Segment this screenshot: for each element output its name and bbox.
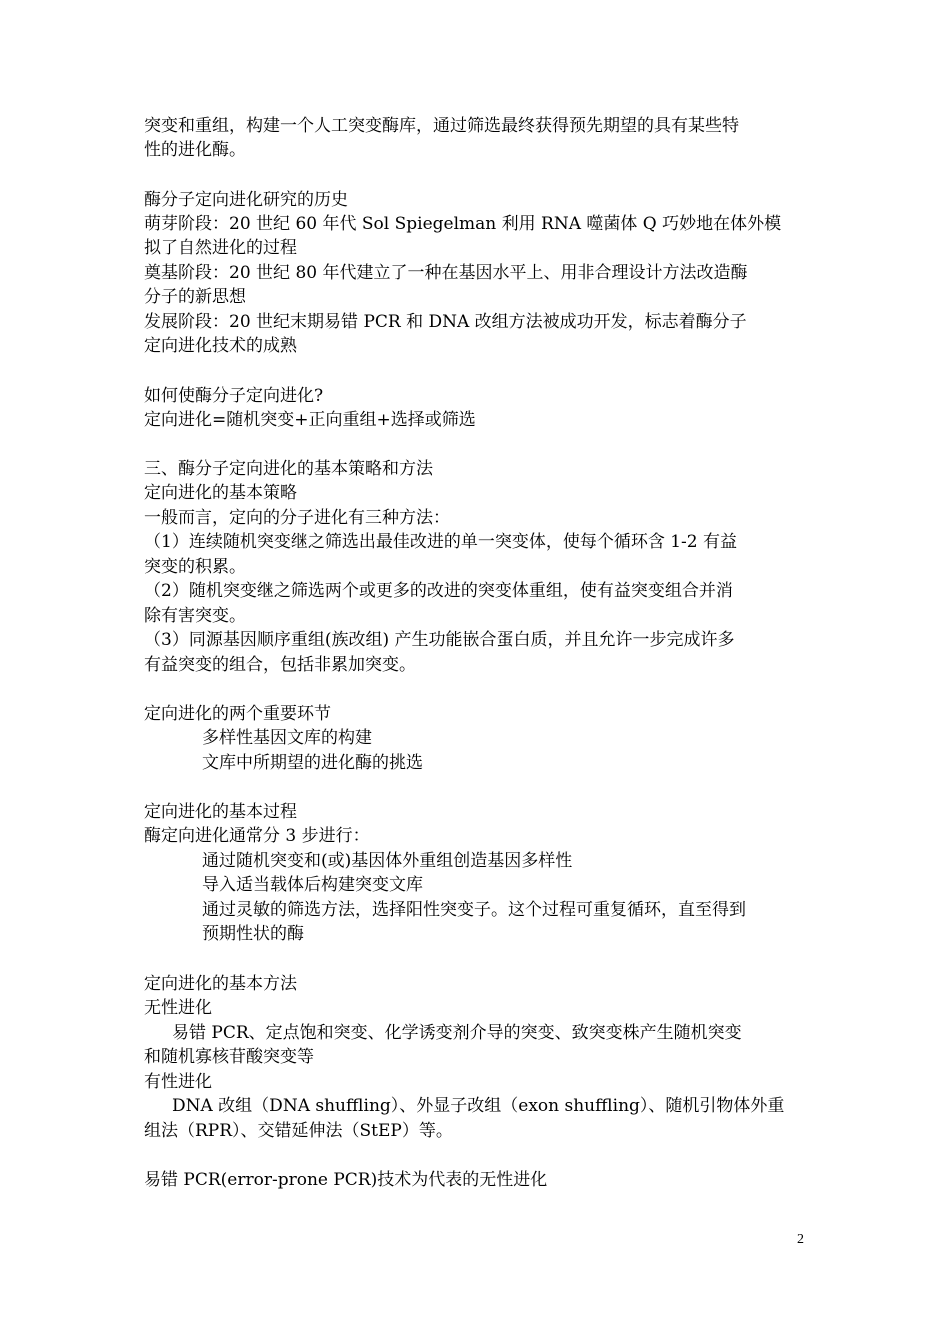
- section-heading: 如何使酶分子定向进化?: [144, 386, 324, 406]
- text-line: 定向进化=随机突变+正向重组+选择或筛选: [144, 410, 476, 430]
- text-line: 突变和重组，构建一个人工突变酶库，通过筛选最终获得预先期望的具有某些特: [144, 116, 739, 136]
- text-line: （2）随机突变继之筛选两个或更多的改进的突变体重组，使有益突变组合并消: [144, 581, 733, 601]
- text-line: DNA 改组（DNA shuffling）、外显子改组（exon shuffling）、随机引物体外重: [172, 1096, 785, 1116]
- section-heading: 三、酶分子定向进化的基本策略和方法: [144, 459, 433, 479]
- text-line: 分子的新思想: [144, 287, 246, 307]
- text-line: 突变的积累。: [144, 557, 246, 577]
- text-line: 文库中所期望的进化酶的挑选: [202, 753, 423, 773]
- text-line: 通过灵敏的筛选方法，选择阳性突变子。这个过程可重复循环，直至得到: [202, 900, 746, 920]
- section-heading: 易错 PCR(error-prone PCR)技术为代表的无性进化: [144, 1170, 548, 1190]
- text-line: 有益突变的组合，包括非累加突变。: [144, 655, 416, 675]
- text-line: 定向进化的基本策略: [144, 483, 297, 503]
- section-heading: 酶分子定向进化研究的历史: [144, 190, 348, 210]
- section-heading: 定向进化的基本方法: [144, 974, 297, 994]
- text-line: 发展阶段：20 世纪末期易错 PCR 和 DNA 改组方法被成功开发，标志着酶分子: [144, 312, 747, 332]
- text-line: 性的进化酶。: [144, 140, 246, 160]
- text-line: 定向进化技术的成熟: [144, 336, 297, 356]
- section-heading: 定向进化的基本过程: [144, 802, 297, 822]
- text-line: 和随机寡核苷酸突变等: [144, 1047, 314, 1067]
- text-line: 易错 PCR、定点饱和突变、化学诱变剂介导的突变、致突变株产生随机突变: [172, 1023, 742, 1043]
- text-line: （1）连续随机突变继之筛选出最佳改进的单一突变体，使每个循环含 1-2 有益: [144, 532, 737, 552]
- text-line: 无性进化: [144, 998, 212, 1018]
- text-line: 萌芽阶段：20 世纪 60 年代 Sol Spiegelman 利用 RNA 噬菌体 Q 巧妙地在体外模: [144, 214, 782, 234]
- page-number: 2: [797, 1232, 804, 1247]
- text-line: 多样性基因文库的构建: [202, 728, 372, 748]
- text-line: 导入适当载体后构建突变文库: [202, 875, 423, 895]
- text-line: （3）同源基因顺序重组(族改组) 产生功能嵌合蛋白质，并且允许一步完成许多: [144, 630, 735, 650]
- text-line: 酶定向进化通常分 3 步进行：: [144, 826, 370, 846]
- text-line: 拟了自然进化的过程: [144, 238, 297, 258]
- text-line: 通过随机突变和(或)基因体外重组创造基因多样性: [202, 851, 573, 871]
- text-line: 除有害突变。: [144, 606, 246, 626]
- text-line: 预期性状的酶: [202, 924, 304, 944]
- text-line: 奠基阶段：20 世纪 80 年代建立了一种在基因水平上、用非合理设计方法改造酶: [144, 263, 748, 283]
- text-line: 有性进化: [144, 1072, 212, 1092]
- text-line: 一般而言，定向的分子进化有三种方法：: [144, 508, 450, 528]
- section-heading: 定向进化的两个重要环节: [144, 704, 331, 724]
- text-line: 组法（RPR）、交错延伸法（StEP）等。: [144, 1121, 453, 1141]
